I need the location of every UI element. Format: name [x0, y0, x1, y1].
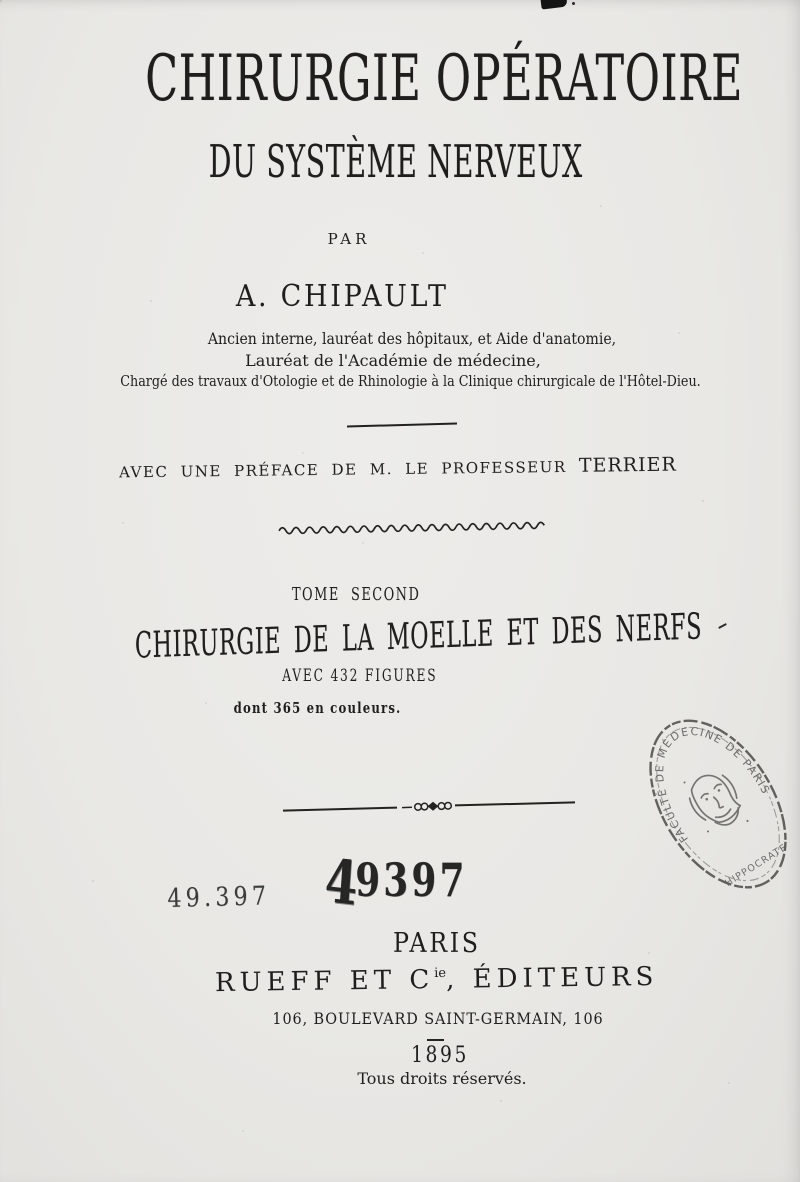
stamp-bottom-text: HIPPOCRATE [723, 841, 790, 890]
ornamental-divider [281, 796, 577, 816]
author-credential-1: Ancien interne, lauréat des hôpitaux, et Aide d'anatomie, [207, 329, 617, 348]
imprint-city: PARIS [393, 928, 481, 959]
publisher-superscript: ie [434, 965, 447, 982]
preface-line [0, 453, 800, 482]
paper-speckles [0, 0, 2, 2]
publisher-suffix: , ÉDITEURS [446, 961, 659, 995]
author-name: A. CHIPAULT [235, 279, 449, 314]
wavy-rule [278, 517, 550, 535]
author-credential-3: Chargé des travaux d'Otologie et de Rhinologie à la Clinique chirurgicale de l'Hôtel-Dieu. [119, 372, 701, 390]
preface-author-name: TERRIER [578, 453, 677, 477]
publication-year: 1895 [411, 1043, 469, 1068]
separator-dash [427, 1039, 444, 1041]
faculty-library-stamp [637, 702, 799, 906]
publisher-line [0, 961, 800, 999]
preface-text: AVEC UNE PRÉFACE DE M. LE PROFESSEUR [119, 457, 567, 482]
color-figures-line: dont 365 en couleurs. [234, 699, 402, 717]
publisher-name: RUEFF ET C [215, 965, 435, 999]
publisher-address: 106, BOULEVARD SAINT-GERMAIN, 106 [272, 1009, 604, 1028]
rights-notice: Tous droits réservés. [357, 1069, 527, 1088]
ink-speck [572, 2, 575, 5]
accession-number-stamp-large [322, 841, 468, 920]
stamp-portrait-sketch [678, 761, 753, 843]
horizontal-rule [347, 422, 457, 427]
accession-number-stamp-small: 49.397 [167, 881, 271, 914]
byline-par: PAR [327, 230, 371, 248]
stamp-top-text: FACULTÉ DE MÉDECINE DE PARIS [653, 724, 773, 845]
stamped-digits: 9397 [355, 853, 468, 907]
volume-subtitle: CHIRURGIE DE LA MOELLE ET DES NERFS [134, 606, 703, 667]
book-title-line2: DU SYSTÈME NERVEUX [209, 135, 583, 188]
cropped-handwriting-fragment [540, 0, 567, 10]
figures-count-line: AVEC 432 FIGURES [282, 666, 438, 686]
tome-label: TOME SECOND [291, 584, 421, 605]
book-title-line1: CHIRURGIE OPÉRATOIRE [145, 42, 744, 116]
author-credential-2: Lauréat de l'Académie de médecine, [245, 351, 541, 370]
handwritten-digit: 4 [322, 846, 360, 920]
